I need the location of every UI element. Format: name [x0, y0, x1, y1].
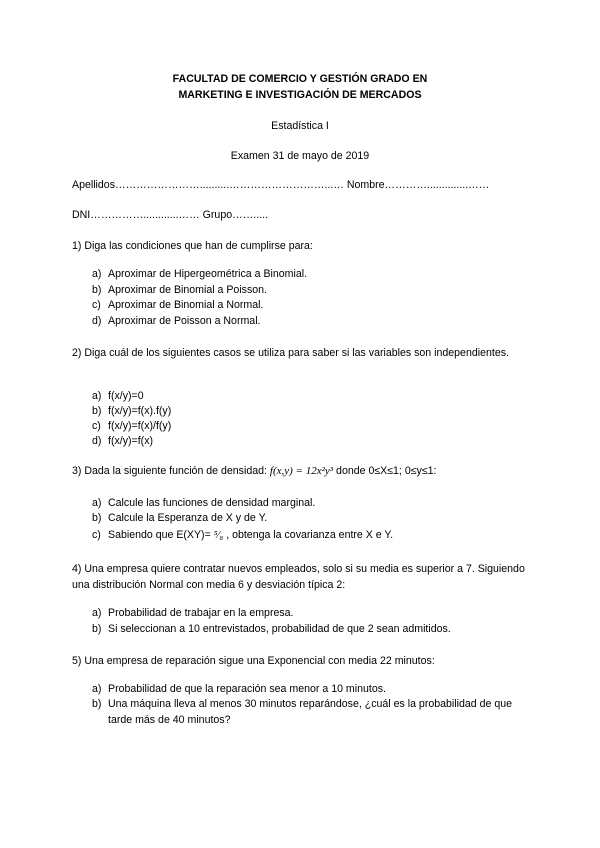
item-label: a) [92, 607, 102, 619]
q3-item-c [92, 529, 393, 541]
item-label: a) [92, 683, 102, 695]
q1-item-b [92, 284, 267, 296]
q2-item-d [92, 435, 153, 447]
item-text: f(x/y)=f(x) [108, 435, 154, 447]
item-text: Aproximar de Binomial a Normal. [108, 299, 264, 311]
question-3 [72, 465, 436, 477]
item-label: a) [92, 497, 102, 509]
question-5: 5) Una empresa de reparación sigue una Exponencial con media 22 minutos: [72, 655, 435, 667]
item-label: c) [92, 299, 101, 311]
fraction-five-eighths: ⁵⁄₈ [213, 529, 224, 541]
item-text: Aproximar de Binomial a Poisson. [108, 284, 267, 296]
item-text: f(x/y)=0 [108, 390, 144, 402]
item-label: b) [92, 623, 102, 635]
q3-text-after: donde 0≤X≤1; 0≤y≤1: [336, 465, 437, 477]
question-1: 1) Diga las condiciones que han de cumplirse para: [72, 240, 313, 252]
item-text-before: Sabiendo que E(XY)= [108, 529, 211, 541]
density-formula: f(x,y) = 12x²y³ [269, 465, 334, 477]
item-label: b) [92, 284, 102, 296]
apellidos-nombre-field: Apellidos……………………..........………………………...… Nombre…………..............…… [72, 179, 490, 191]
item-text: f(x/y)=f(x).f(y) [108, 405, 172, 417]
q5-item-a [92, 683, 386, 695]
q3-text-before: 3) Dada la siguiente función de densidad: [72, 465, 267, 477]
subject-title: Estadística I [271, 120, 329, 132]
item-text: Aproximar de Poisson a Normal. [108, 315, 261, 327]
dni-grupo-field: DNI……………............…… Grupo……..... [72, 209, 269, 221]
item-label: b) [92, 405, 102, 417]
q1-item-a [92, 268, 307, 280]
faculty-title-line-2: MARKETING E INVESTIGACIÓN DE MERCADOS [178, 89, 422, 101]
q3-item-b [92, 512, 267, 524]
q4-item-b [92, 623, 451, 635]
q2-item-a [92, 390, 144, 402]
item-text: Aproximar de Hipergeométrica a Binomial. [108, 268, 308, 280]
item-text: Calcule la Esperanza de X y de Y. [108, 512, 268, 524]
item-label: a) [92, 268, 102, 280]
q3-item-a [92, 497, 315, 509]
item-text: Si seleccionan a 10 entrevistados, probabilidad de que 2 sean admitidos. [108, 623, 451, 635]
q2-item-c [92, 420, 171, 432]
question-2: 2) Diga cuál de los siguientes casos se utiliza para saber si las variables son independientes. [72, 347, 509, 359]
item-label: c) [92, 529, 101, 541]
q1-item-d [92, 315, 261, 327]
item-text: Calcule las funciones de densidad marginal. [108, 497, 316, 509]
item-label: b) [92, 698, 102, 710]
item-text: Una máquina lleva al menos 30 minutos reparándose, ¿cuál es la probabilidad de que tarde más de 40 minutos? [108, 698, 512, 726]
item-label: d) [92, 315, 102, 327]
item-text: Probabilidad de trabajar en la empresa. [108, 607, 294, 619]
exam-date: Examen 31 de mayo de 2019 [230, 150, 370, 162]
q5-item-b [92, 696, 522, 728]
item-text: Probabilidad de que la reparación sea menor a 10 minutos. [108, 683, 386, 695]
item-label: b) [92, 512, 102, 524]
q1-item-c [92, 299, 263, 311]
item-label: a) [92, 390, 102, 402]
item-text-after: , obtenga la covarianza entre X e Y. [226, 529, 394, 541]
q4-item-a [92, 607, 294, 619]
item-label: c) [92, 420, 101, 432]
q2-item-b [92, 405, 171, 417]
faculty-title-line-1: FACULTAD DE COMERCIO Y GESTIÓN GRADO EN [172, 73, 428, 85]
item-text: f(x/y)=f(x)/f(y) [108, 420, 172, 432]
item-label: d) [92, 435, 102, 447]
question-4: 4) Una empresa quiere contratar nuevos empleados, solo si su media es superior a 7. Siguiendo una distribución Normal con media 6 y desviación típica 2: [72, 563, 525, 591]
